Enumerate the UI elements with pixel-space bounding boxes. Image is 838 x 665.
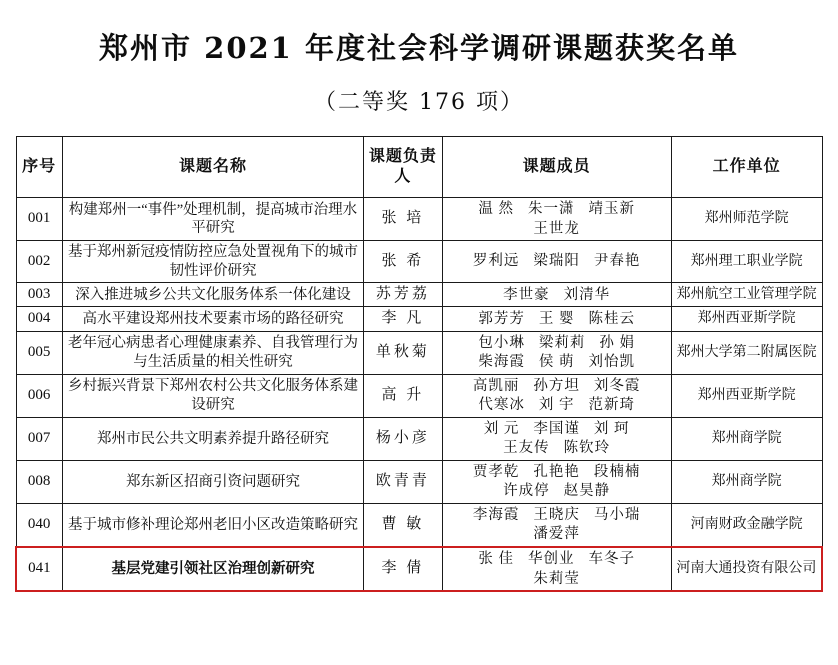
cell-project-leader: 张 希 [364, 241, 442, 283]
member-name: 柴海霞 [478, 354, 525, 371]
page-subtitle: （二等奖 176 项） [314, 90, 524, 115]
cell-project-members [442, 241, 671, 283]
cell-project-leader: 欧青青 [364, 460, 442, 503]
cell-project-leader: 曹 敏 [364, 503, 442, 547]
member-name: 王友传 [503, 440, 550, 457]
member-name: 许成停 [503, 483, 550, 500]
cell-work-unit: 郑州西亚斯学院 [671, 307, 822, 331]
table-row [16, 417, 822, 460]
member-name: 段楠楠 [593, 463, 641, 480]
cell-serial-number: 008 [16, 460, 62, 503]
cell-project-members [442, 374, 671, 417]
cell-work-unit: 河南大通投资有限公司 [671, 547, 822, 591]
cell-work-unit: 郑州理工职业学院 [671, 241, 822, 283]
member-name: 郭芳芳 [478, 310, 525, 327]
cell-serial-number: 005 [16, 331, 62, 374]
cell-project-title: 乡村振兴背景下郑州农村公共文化服务体系建设研究 [62, 374, 363, 417]
member-name: 张 佳 [478, 551, 514, 568]
member-name: 朱莉莹 [533, 570, 580, 587]
column-header-leader: 课题负责人 [364, 137, 442, 198]
table-header [16, 137, 822, 198]
cell-project-leader: 单秋菊 [364, 331, 442, 374]
member-name: 罗利远 [472, 253, 520, 270]
member-name: 高凯丽 [472, 377, 520, 394]
table-body [16, 198, 822, 592]
member-name: 朱一潇 [527, 201, 575, 217]
cell-work-unit: 河南财政金融学院 [671, 503, 822, 547]
cell-project-title: 老年冠心病患者心理健康素养、自我管理行为与生活质量的相关性研究 [62, 331, 363, 374]
cell-serial-number: 007 [16, 417, 62, 460]
table-row [16, 503, 822, 547]
table-row [16, 198, 822, 241]
member-name: 刘 宇 [538, 397, 575, 414]
member-name: 靖玉新 [588, 201, 635, 217]
member-name: 刘清华 [563, 286, 611, 303]
cell-project-title: 郑州市民公共文明素养提升路径研究 [62, 417, 363, 460]
member-name: 孙方坦 [533, 377, 580, 394]
member-name: 王晓庆 [533, 506, 580, 523]
member-name: 刘 元 [483, 420, 520, 437]
cell-project-leader: 苏芳荔 [364, 283, 442, 307]
member-name: 包小琳 [478, 334, 525, 351]
member-name: 王 婴 [538, 310, 575, 327]
cell-serial-number: 006 [16, 374, 62, 417]
table-row [16, 547, 822, 591]
member-name: 华创业 [527, 551, 575, 568]
cell-serial-number: 003 [16, 283, 62, 307]
member-name: 贾孝乾 [472, 463, 520, 480]
table-row [16, 331, 822, 374]
cell-project-members [442, 547, 671, 591]
column-header-title: 课题名称 [62, 137, 363, 198]
member-name: 刘冬霞 [593, 377, 641, 394]
cell-project-leader: 杨小彦 [364, 417, 442, 460]
award-list-table [15, 136, 823, 592]
cell-project-members [442, 283, 671, 307]
cell-project-members [442, 460, 671, 503]
cell-project-title: 深入推进城乡公共文化服务体系一体化建设 [62, 283, 363, 307]
table-row [16, 307, 822, 331]
page-title: 郑州市 2021 年度社会科学调研课题获奖名单 [99, 31, 739, 65]
member-name: 温 然 [478, 201, 514, 217]
member-name: 梁瑞阳 [533, 253, 580, 270]
cell-serial-number: 002 [16, 241, 62, 283]
cell-project-members [442, 307, 671, 331]
cell-project-leader: 张 培 [364, 198, 442, 241]
cell-project-members [442, 331, 671, 374]
cell-project-title: 构建郑州一“事件”处理机制，提高城市治理水平研究 [62, 198, 363, 241]
cell-work-unit: 郑州航空工业管理学院 [671, 283, 822, 307]
cell-project-members [442, 198, 671, 241]
column-header-members: 课题成员 [442, 137, 671, 198]
member-name: 李世豪 [503, 286, 550, 303]
member-name: 赵昊静 [563, 483, 611, 500]
column-header-unit: 工作单位 [671, 137, 822, 198]
cell-project-title: 郑东新区招商引资问题研究 [62, 460, 363, 503]
cell-serial-number: 040 [16, 503, 62, 547]
column-header-no: 序号 [16, 137, 62, 198]
member-name: 王世龙 [533, 220, 580, 237]
cell-project-leader: 李 凡 [364, 307, 442, 331]
member-name: 车冬子 [588, 551, 635, 568]
table-row [16, 241, 822, 283]
cell-project-leader: 李 倩 [364, 547, 442, 591]
member-name: 李海霞 [472, 506, 520, 523]
member-name: 刘怡凯 [588, 354, 635, 371]
cell-serial-number: 004 [16, 307, 62, 331]
document-page [0, 26, 838, 665]
cell-work-unit: 郑州西亚斯学院 [671, 374, 822, 417]
member-name: 李国谨 [533, 420, 580, 437]
member-name: 孙 娟 [599, 334, 635, 351]
member-name: 陈桂云 [588, 310, 635, 327]
cell-work-unit: 郑州师范学院 [671, 198, 822, 241]
table-row [16, 374, 822, 417]
member-name: 陈钦玲 [563, 440, 611, 457]
cell-project-leader: 高 升 [364, 374, 442, 417]
member-name: 刘 珂 [593, 420, 630, 437]
member-name: 侯 萌 [538, 354, 575, 371]
cell-serial-number: 041 [16, 547, 62, 591]
member-name: 孔艳艳 [533, 463, 580, 480]
cell-project-title: 基于郑州新冠疫情防控应急处置视角下的城市韧性评价研究 [62, 241, 363, 283]
cell-project-title: 高水平建设郑州技术要素市场的路径研究 [62, 307, 363, 331]
cell-project-title: 基于城市修补理论郑州老旧小区改造策略研究 [62, 503, 363, 547]
table-header-row [16, 137, 822, 198]
cell-serial-number: 001 [16, 198, 62, 241]
cell-work-unit: 郑州商学院 [671, 417, 822, 460]
member-name: 马小瑞 [593, 506, 641, 523]
member-name: 尹春艳 [593, 253, 641, 270]
cell-work-unit: 郑州大学第二附属医院 [671, 331, 822, 374]
table-row [16, 460, 822, 503]
member-name: 潘爱萍 [533, 526, 580, 543]
cell-work-unit: 郑州商学院 [671, 460, 822, 503]
cell-project-members [442, 417, 671, 460]
member-name: 范新琦 [588, 397, 635, 414]
table-row [16, 283, 822, 307]
member-name: 代寒冰 [478, 397, 525, 414]
member-name: 梁莉莉 [538, 334, 586, 351]
cell-project-members [442, 503, 671, 547]
cell-project-title: 基层党建引领社区治理创新研究 [62, 547, 363, 591]
